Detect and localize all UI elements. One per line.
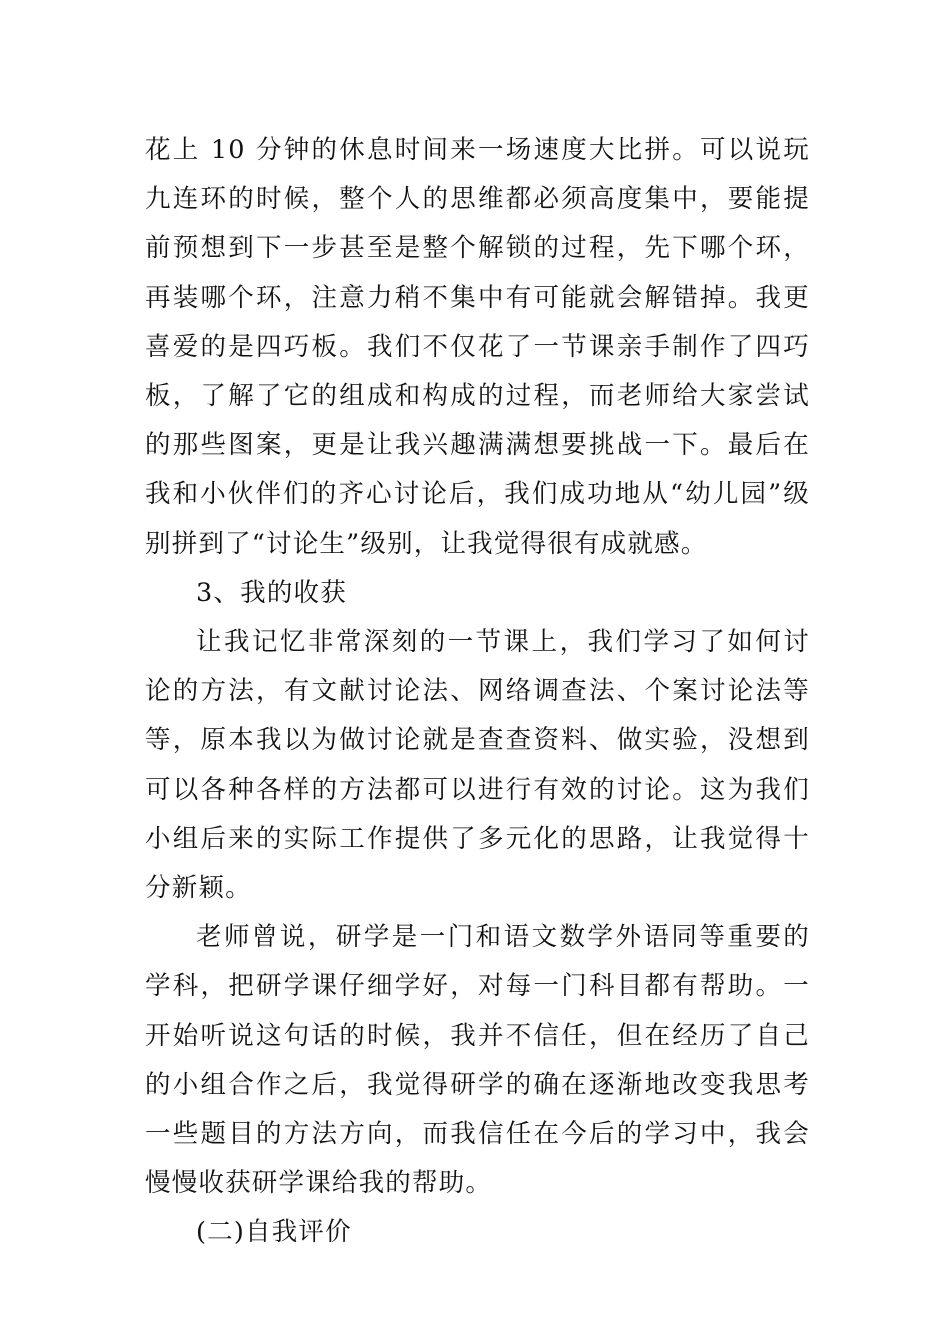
paragraph-research-methods: 让我记忆非常深刻的一节课上，我们学习了如何讨论的方法，有文献讨论法、网络调查法、个案讨论法等等，原本我以为做讨论就是查查资料、做实验，没想到可以各种各样的方法都可以进行有效的讨论。这为我们小组后来的实际工作提供了多元化的思路，让我觉得十分新颖。 <box>145 627 810 904</box>
paragraph-continued: 花上 10 分钟的休息时间来一场速度大比拼。可以说玩九连环的时候，整个人的思维都必须高度集中，要能提前预想到下一步甚至是整个解锁的过程，先下哪个环，再装哪个环，注意力稍不集中有可能就会解错掉。我更喜爱的是四巧板。我们不仅花了一节课亲手制作了四巧板，了解了它的组成和构成的过程，而老师给大家尝试的那些图案，更是让我兴趣满满想要挑战一下。最后在我和小伙伴们的齐心讨论后，我们成功地从“幼儿园”级别拼到了“讨论生”级别，让我觉得很有成就感。 <box>145 135 810 559</box>
paragraph-teacher-said: 老师曾说，研学是一门和语文数学外语同等重要的学科，把研学课仔细学好，对每一门科目都有帮助。一开始听说这句话的时候，我并不信任，但在经历了自己的小组合作之后，我觉得研学的确在逐渐地改变我思考一些题目的方法方向，而我信任在今后的学习中，我会慢慢收获研学课给我的帮助。 <box>145 922 810 1199</box>
section-heading-my-gains: 3、我的收获 <box>196 577 347 608</box>
section-heading-self-evaluation: (二)自我评价 <box>196 1217 352 1248</box>
document-body <box>145 126 810 1258</box>
